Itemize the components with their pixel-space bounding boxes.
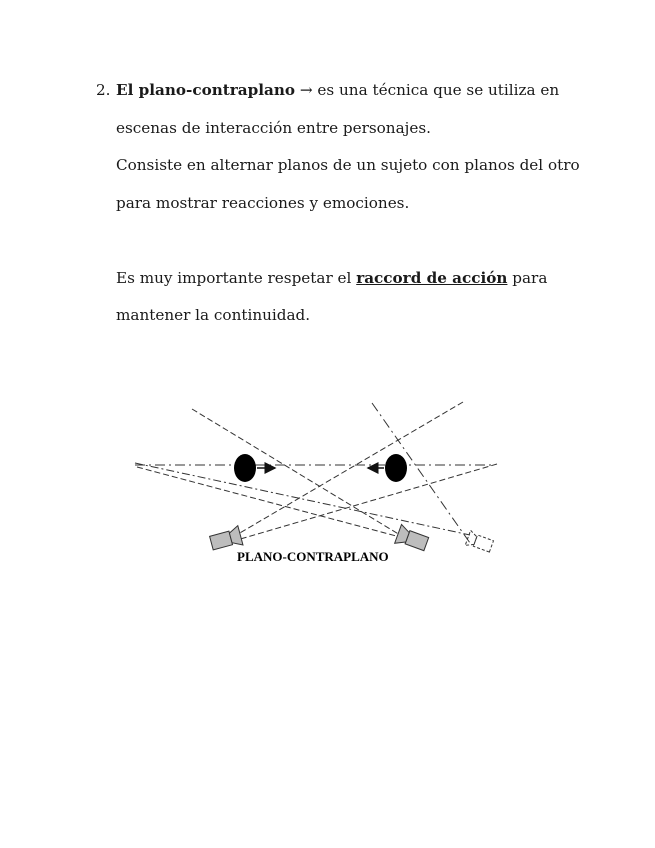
list-item-text: [116, 72, 580, 335]
sightline-b: [233, 402, 463, 537]
blank-line: [116, 222, 566, 260]
term-raccord-de-accion: raccord de acción: [356, 268, 508, 287]
camera-right-icon: [395, 524, 430, 553]
paragraph-line-1: [116, 72, 566, 110]
paragraph-line-3: Consiste en alternar planos de un sujeto con planos del otro: [116, 156, 580, 174]
subject-left: [234, 454, 256, 482]
arrow-icon: →: [299, 81, 313, 99]
line1-text: es una técnica que se utiliza en: [312, 81, 560, 99]
term-plano-contraplano: El plano-contraplano: [116, 81, 296, 99]
sightline-d: [135, 463, 470, 535]
sightline-e: [137, 467, 400, 537]
paragraph-line-4: para mostrar reacciones y emociones.: [116, 193, 410, 212]
diagram-caption: PLANO-CONTRAPLANO: [237, 549, 389, 564]
plano-contraplano-diagram: [125, 395, 510, 565]
sightline-a: [192, 409, 410, 541]
paragraph-line-5: [116, 260, 566, 298]
line5-post: para: [507, 268, 548, 287]
paragraph-line-2: escenas de interacción entre personajes.: [116, 118, 431, 137]
paragraph-line-6: mantener la continuidad.: [116, 306, 311, 324]
line5-pre: Es muy importante respetar el: [116, 268, 357, 287]
list-number: 2.: [96, 81, 111, 99]
subject-right: [385, 454, 407, 482]
diagram-svg: [125, 395, 510, 565]
